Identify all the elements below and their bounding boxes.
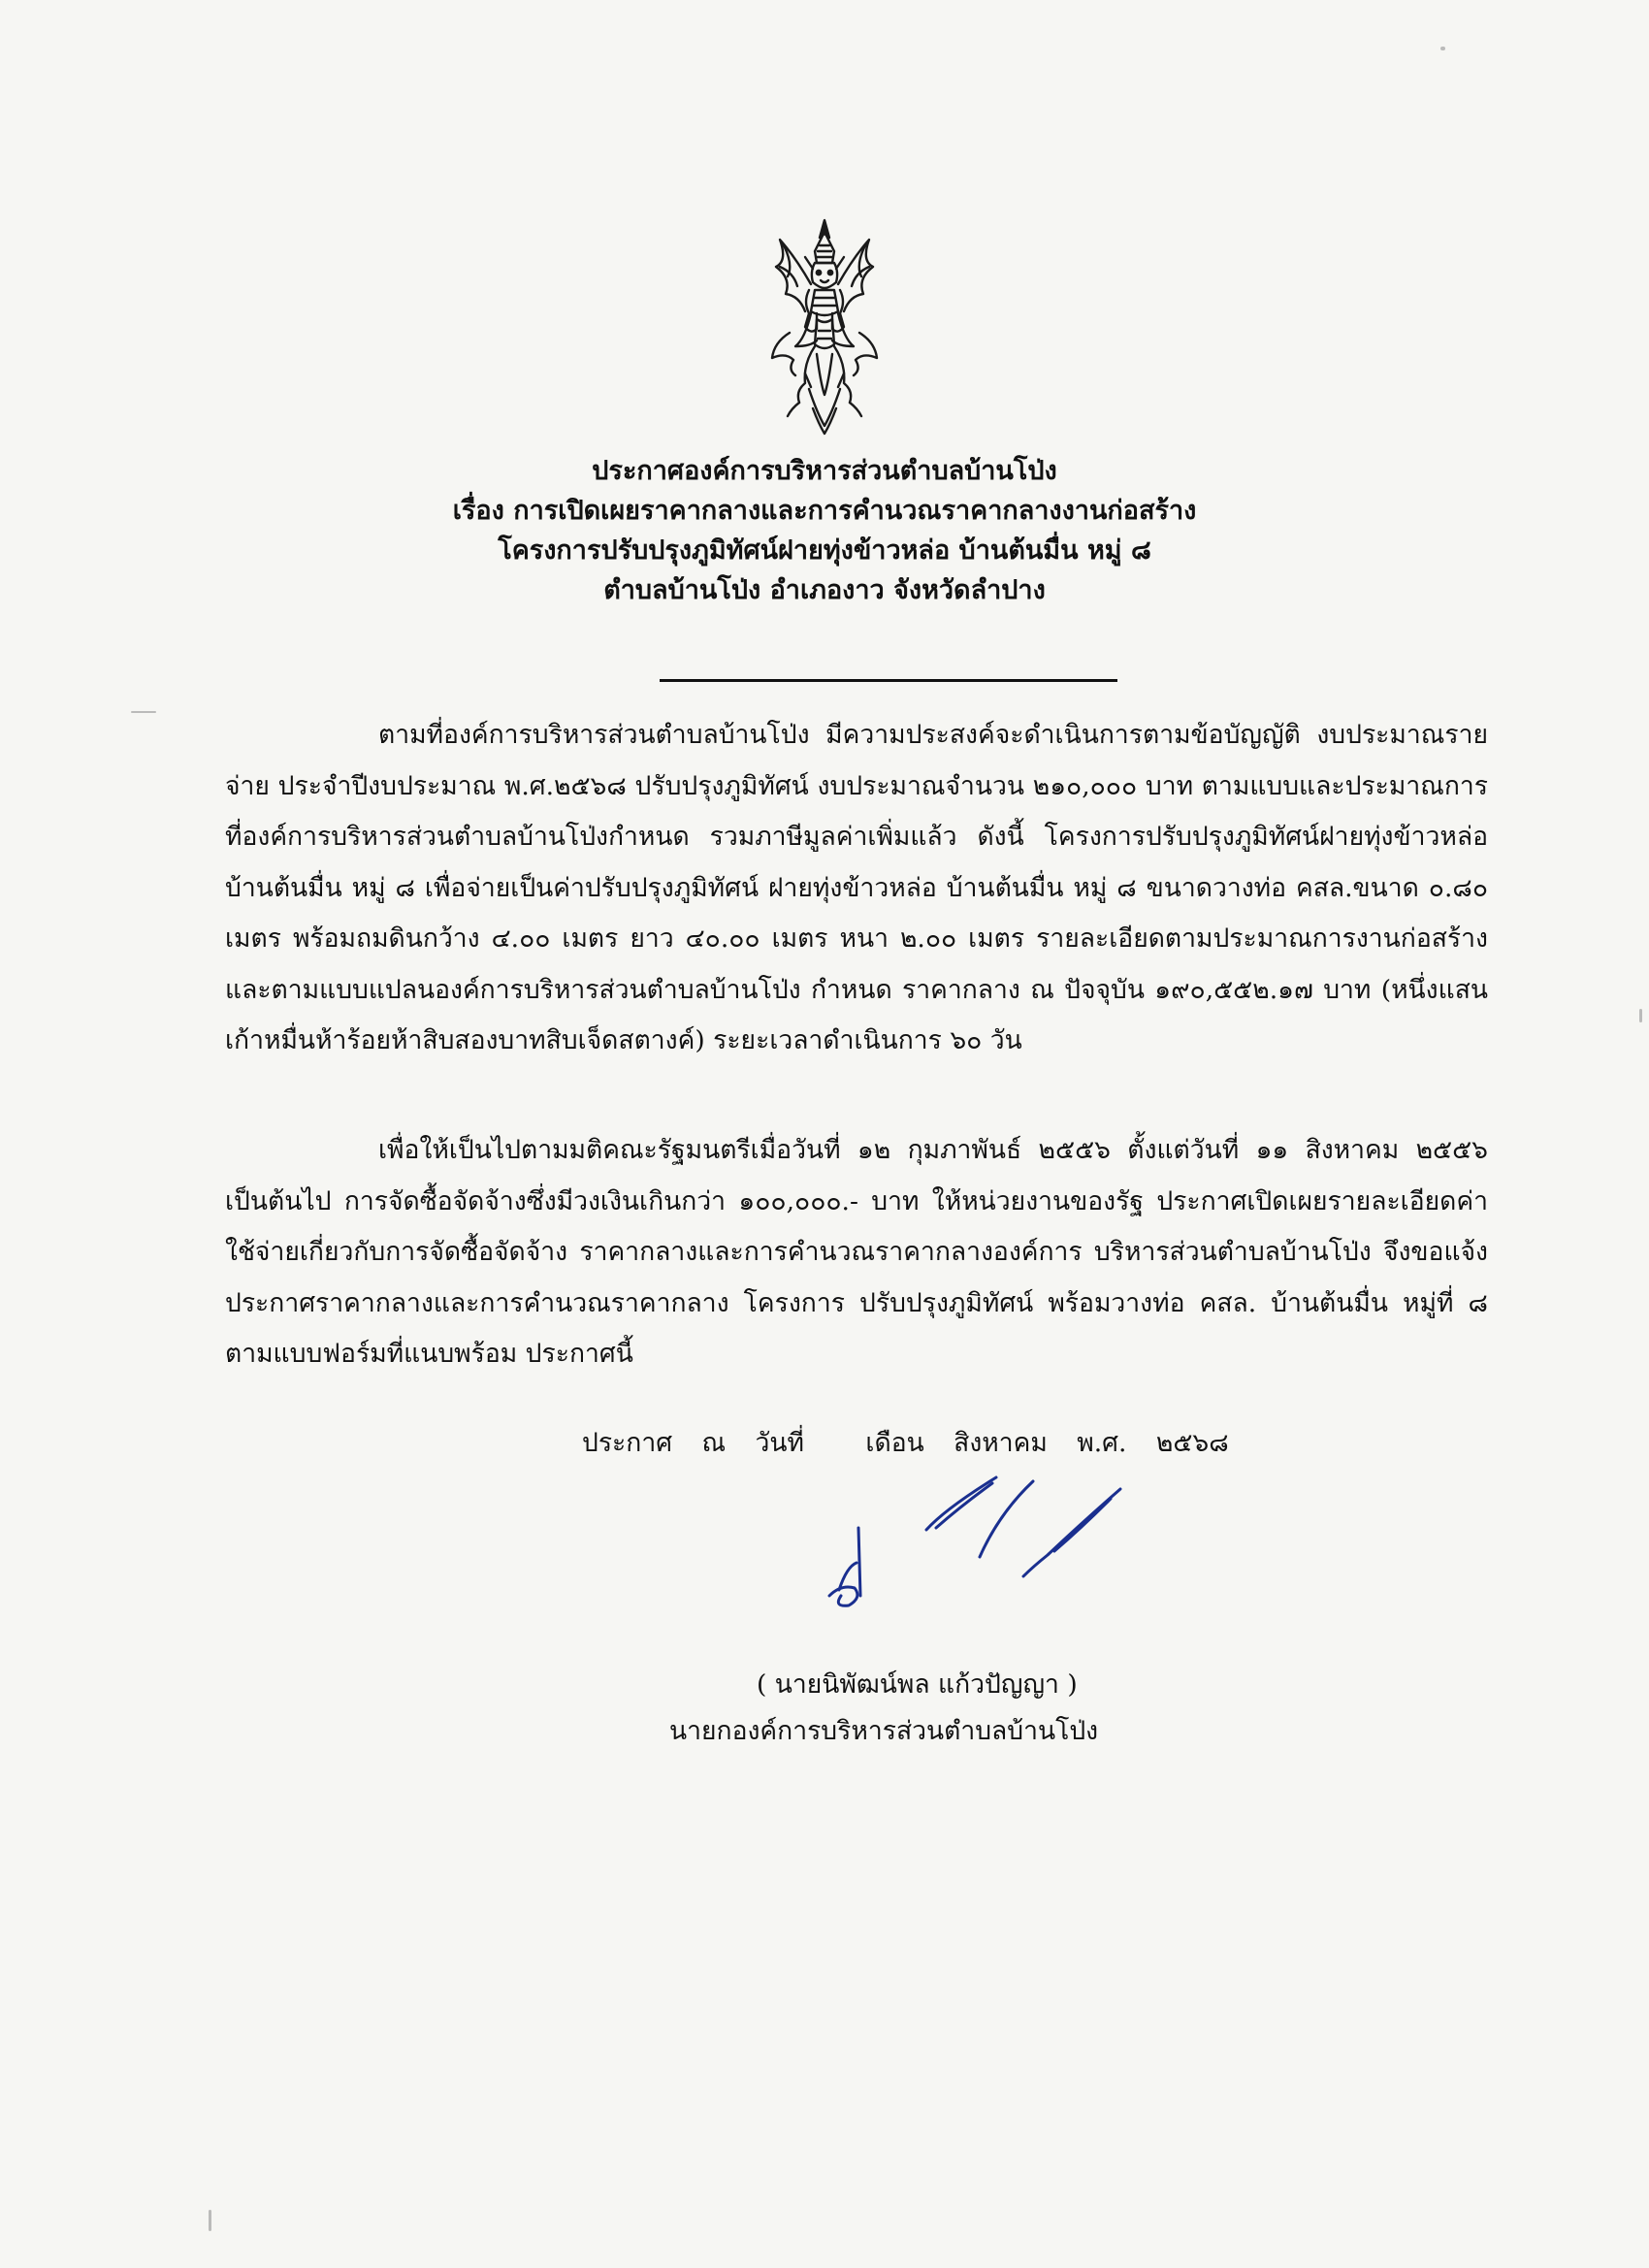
date-era: พ.ศ. <box>1077 1428 1127 1458</box>
handwritten-signature <box>791 1470 1179 1639</box>
announcement-header <box>291 451 1358 610</box>
date-day-label: วันที่ <box>755 1428 804 1458</box>
date-year: ๒๕๖๘ <box>1155 1428 1229 1458</box>
scan-speck <box>1639 1009 1642 1022</box>
garuda-emblem-icon <box>766 218 883 437</box>
header-project-line: โครงการปรับปรุงภูมิทัศน์ฝายทุ่งข้าวหล่อ บ้านต้นมื่น หมู่ ๘ <box>498 535 1151 566</box>
header-title-line: ประกาศองค์การบริหารส่วนตำบลบ้านโป่ง <box>592 456 1057 486</box>
scan-speck <box>209 2210 211 2231</box>
body-paragraph-2: เพื่อให้เป็นไปตามมติคณะรัฐมนตรีเมื่อวันที่ ๑๒ กุมภาพันธ์ ๒๕๕๖ ตั้งแต่วันที่ ๑๑ สิงหาคม ๒๕๕๖ เป็นต้นไป การจัดซื้อจัดจ้างซึ่งมีวงเงินเกินกว่า ๑๐๐,๐๐๐.- บาท ให้หน่วยงานของรัฐ ประกาศเปิดเผยรายละเอียดค่าใช้จ่ายเกี่ยวกับการจัดซื้อจัดจ้าง ราคากลางและการคำนวณราคากลางองค์การ บริหารส่วนตำบลบ้านโป่ง จึงขอแจ้งประกาศราคากลางและการคำนวณราคากลาง โครงการ ปรับปรุงภูมิทัศน์ พร้อมวางท่อ คสล. บ้านต้นมื่น หมู่ที่ ๘ ตามแบบฟอร์มที่แนบพร้อม ประกาศนี้ <box>225 1135 1488 1369</box>
header-location-line: ตำบลบ้านโป่ง อำเภองาว จังหวัดลำปาง <box>603 575 1046 605</box>
header-divider <box>660 679 1117 682</box>
date-month: สิงหาคม <box>954 1428 1048 1458</box>
scan-speck <box>1440 47 1445 50</box>
signatory-name: ( นายนิพัฒน์พล แก้วปัญญา ) <box>757 1669 1078 1700</box>
date-at-word: ณ <box>701 1428 727 1458</box>
announcement-date <box>582 1424 1250 1463</box>
date-announce-word: ประกาศ <box>582 1428 673 1458</box>
signatory-position: นายกองค์การบริหารส่วนตำบลบ้านโป่ง <box>669 1716 1099 1746</box>
header-subject-line: เรื่อง การเปิดเผยราคากลางและการคำนวณราคากลางงานก่อสร้าง <box>452 496 1197 526</box>
date-month-label: เดือน <box>865 1428 924 1458</box>
body-paragraph-1: ตามที่องค์การบริหารส่วนตำบลบ้านโป่ง มีความประสงค์จะดำเนินการตามข้อบัญญัติ งบประมาณรายจ่าย ประจำปีงบประมาณ พ.ศ.๒๕๖๘ ปรับปรุงภูมิทัศน์ งบประมาณจำนวน ๒๑๐,๐๐๐ บาท ตามแบบและประมาณการที่องค์การบริหารส่วนตำบลบ้านโป่งกำหนด รวมภาษีมูลค่าเพิ่มแล้ว ดังนี้ โครงการปรับปรุงภูมิทัศน์ฝายทุ่งข้าวหล่อ บ้านต้นมื่น หมู่ ๘ เพื่อจ่ายเป็นค่าปรับปรุงภูมิทัศน์ ฝายทุ่งข้าวหล่อ บ้านต้นมื่น หมู่ ๘ ขนาดวางท่อ คสล.ขนาด ๐.๘๐ เมตร พร้อมถมดินกว้าง ๔.๐๐ เมตร ยาว ๔๐.๐๐ เมตร หนา ๒.๐๐ เมตร รายละเอียดตามประมาณการงานก่อสร้างและตามแบบแปลนองค์การบริหารส่วนตำบลบ้านโป่ง กำหนด ราคากลาง ณ ปัจจุบัน ๑๙๐,๕๕๒.๑๗ บาท (หนึ่งแสนเก้าหมื่นห้าร้อยห้าสิบสองบาทสิบเจ็ดสตางค์) ระยะเวลาดำเนินการ ๖๐ วัน <box>225 720 1488 1055</box>
scan-speck <box>131 711 156 713</box>
